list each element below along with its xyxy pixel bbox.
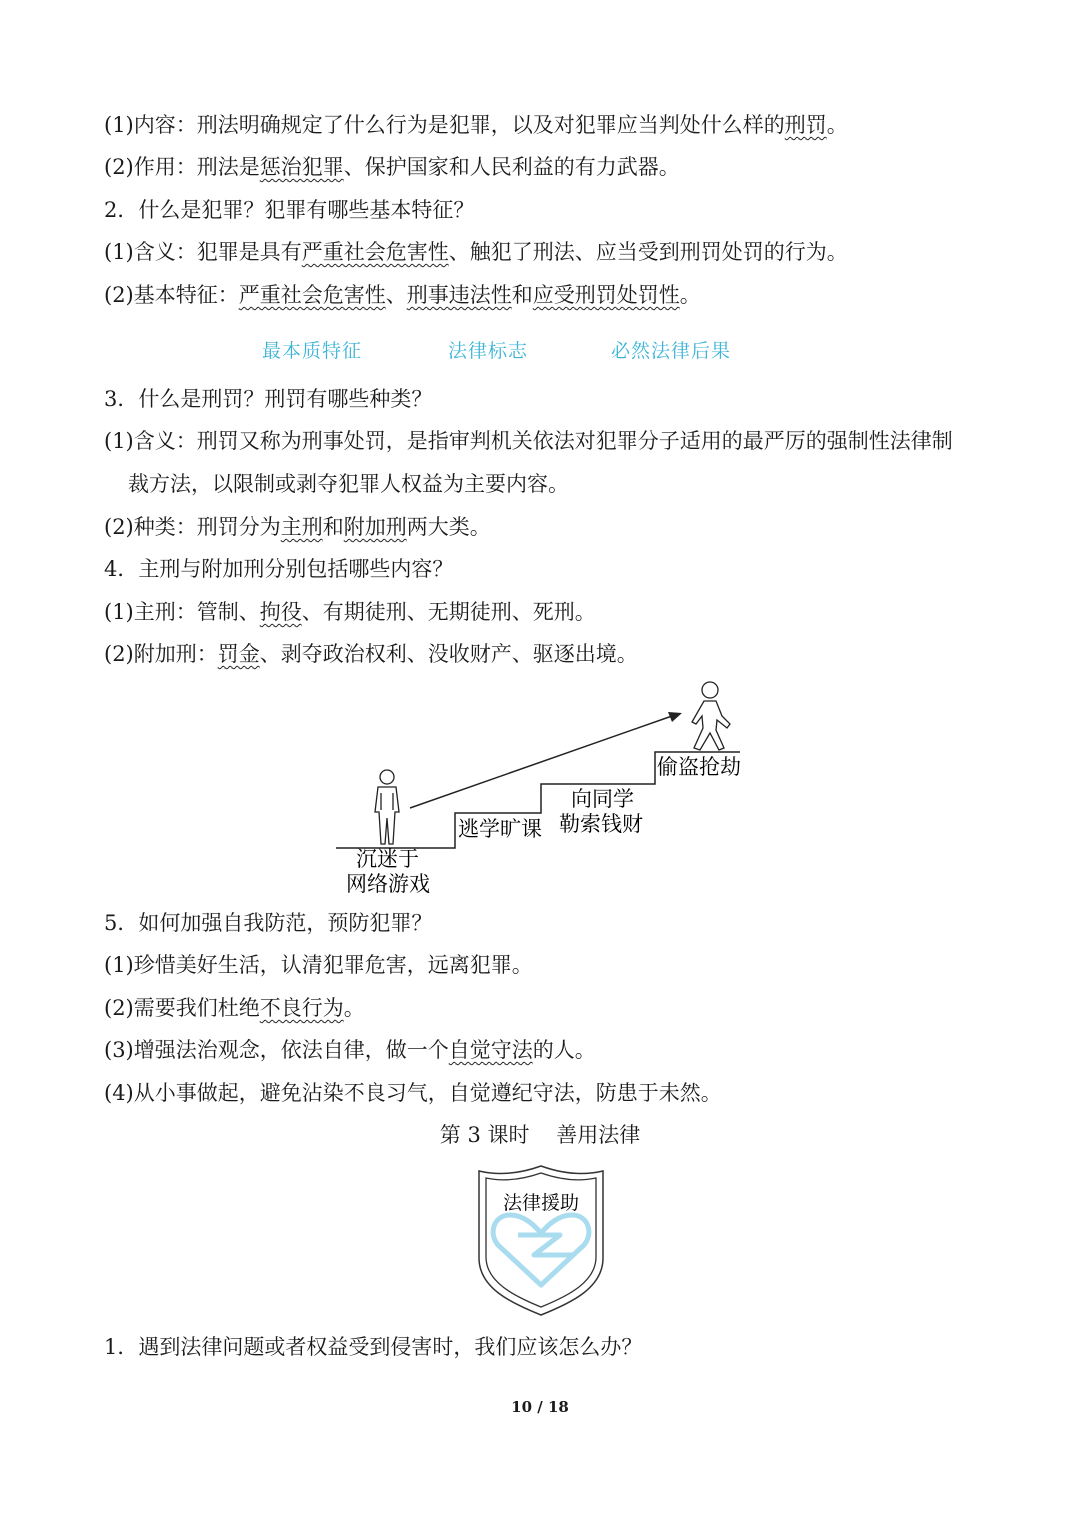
question-heading: 1．遇到法律问题或者权益受到侵害时，我们应该怎么办？ — [104, 1335, 643, 1359]
text-line: (1)主刑：管制、拘役、有期徒刑、无期徒刑、死刑。 — [104, 600, 596, 624]
question-heading: 3．什么是刑罚？刑罚有哪些种类？ — [104, 387, 433, 411]
annotation-legal-sign: 法律标志 — [448, 340, 529, 362]
section-heading: 第 3 课时 善用法律 — [439, 1123, 641, 1147]
text-line: (2)基本特征：严重社会危害性、刑事违法性和应受刑罚处罚性。 — [104, 283, 701, 307]
text-line: (2)附加刑：罚金、剥夺政治权利、没收财产、驱逐出境。 — [104, 642, 638, 666]
step-label-theft: 偷盗抢劫 — [657, 755, 741, 779]
text-line: (2)作用：刑法是惩治犯罪、保护国家和人民利益的有力武器。 — [104, 155, 680, 179]
step-label-gaming: 沉迷于 — [356, 847, 419, 871]
arrow-head-icon — [668, 712, 682, 722]
text-line: (1)内容：刑法明确规定了什么行为是犯罪，以及对犯罪应当判处什么样的刑罚。 — [104, 113, 848, 137]
question-heading: 4．主刑与附加刑分别包括哪些内容？ — [104, 557, 454, 581]
question-heading: 2．什么是犯罪？犯罪有哪些基本特征？ — [104, 198, 475, 222]
text-line: (1)珍惜美好生活，认清犯罪危害，远离犯罪。 — [104, 953, 533, 977]
standing-person-icon — [375, 770, 399, 844]
page-number: 10 / 18 — [511, 1398, 569, 1416]
text-line: 裁方法，以限制或剥夺犯罪人权益为主要内容。 — [128, 472, 569, 496]
annotation-legal-consequence: 必然法律后果 — [611, 340, 732, 362]
step-label-gaming: 网络游戏 — [346, 872, 430, 896]
text-line: (1)含义：犯罪是具有严重社会危害性、触犯了刑法、应当受到刑罚处罚的行为。 — [104, 240, 848, 264]
text-line: (1)含义：刑罚又称为刑事处罚，是指审判机关依法对犯罪分子适用的最严厉的强制性法律制 — [104, 429, 953, 453]
question-heading: 5．如何加强自我防范，预防犯罪？ — [104, 911, 433, 935]
step-label-extortion: 勒索钱财 — [559, 812, 643, 836]
text-line: (3)增强法治观念，依法自律，做一个自觉守法的人。 — [104, 1038, 596, 1062]
text-line: (4)从小事做起，避免沾染不良习气，自觉遵纪守法，防患于未然。 — [104, 1081, 722, 1105]
step-label-extortion: 向同学 — [571, 787, 634, 811]
text-line: (2)需要我们杜绝不良行为。 — [104, 996, 365, 1020]
legal-aid-badge — [476, 1163, 606, 1318]
badge-label: 法律援助 — [502, 1192, 580, 1214]
step-label-truancy: 逃学旷课 — [458, 817, 542, 841]
annotation-essential-feature: 最本质特征 — [262, 340, 363, 362]
walking-person-icon — [692, 682, 730, 750]
text-line: (2)种类：刑罚分为主刑和附加刑两大类。 — [104, 515, 491, 539]
